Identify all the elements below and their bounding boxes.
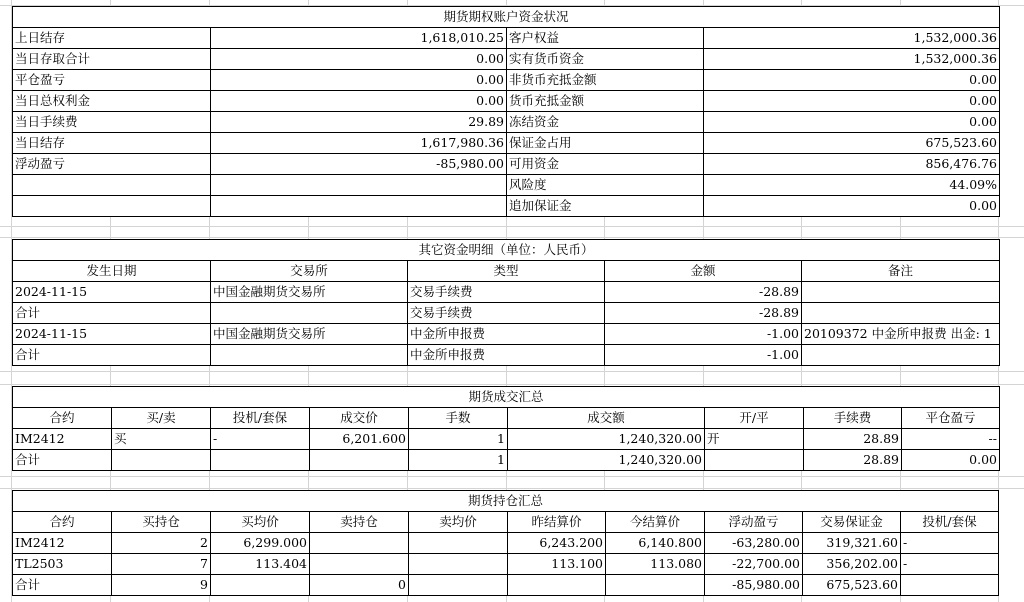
account-value	[211, 196, 507, 217]
trade-column-header: 买/卖	[112, 408, 211, 429]
account-value: 675,523.60	[704, 133, 1000, 154]
trade-cell: 1	[409, 429, 508, 450]
other-funds-column-header: 金额	[605, 261, 802, 282]
account-label: 上日结存	[13, 28, 211, 49]
position-cell	[310, 554, 409, 575]
position-cell: -	[901, 533, 999, 554]
trade-cell: 1,240,320.00	[508, 429, 705, 450]
other-funds-cell: -28.89	[605, 282, 802, 303]
account-label: 非货币充抵金额	[507, 70, 704, 91]
position-cell: -	[901, 554, 999, 575]
other-funds-cell: 中国金融期货交易所	[211, 282, 408, 303]
account-status-table	[12, 6, 1000, 217]
position-cell: -63,280.00	[705, 533, 803, 554]
position-cell	[409, 575, 508, 596]
account-label: 客户权益	[507, 28, 704, 49]
position-cell: IM2412	[13, 533, 112, 554]
trade-cell	[705, 450, 804, 471]
other-funds-cell: 2024-11-15	[13, 282, 211, 303]
other-funds-cell: 中金所申报费	[408, 324, 605, 345]
account-row	[13, 196, 1000, 217]
other-funds-cell: 2024-11-15	[13, 324, 211, 345]
trade-cell: 0.00	[902, 450, 1000, 471]
position-summary-title: 期货持仓汇总	[13, 491, 999, 512]
other-funds-header-row	[13, 261, 1000, 282]
position-cell	[606, 575, 705, 596]
position-summary-table	[12, 490, 999, 596]
position-cell: 6,299.000	[211, 533, 310, 554]
trade-cell: IM2412	[13, 429, 112, 450]
account-value: 0.00	[704, 70, 1000, 91]
other-funds-cell	[211, 345, 408, 366]
position-column-header: 卖均价	[409, 512, 508, 533]
trade-cell: --	[902, 429, 1000, 450]
trade-cell: 开	[705, 429, 804, 450]
account-value: 29.89	[211, 112, 507, 133]
trade-summary-title: 期货成交汇总	[13, 387, 1000, 408]
other-funds-column-header: 交易所	[211, 261, 408, 282]
position-cell: 113.404	[211, 554, 310, 575]
account-label: 当日手续费	[13, 112, 211, 133]
other-funds-row	[13, 345, 1000, 366]
other-funds-row	[13, 282, 1000, 303]
trade-column-header: 开/平	[705, 408, 804, 429]
trade-column-header: 手数	[409, 408, 508, 429]
trade-row	[13, 429, 1000, 450]
account-value: -85,980.00	[211, 154, 507, 175]
account-value: 1,618,010.25	[211, 28, 507, 49]
position-row	[13, 554, 999, 575]
account-label: 实有货币资金	[507, 49, 704, 70]
account-value: 44.09%	[704, 175, 1000, 196]
account-value: 0.00	[704, 91, 1000, 112]
trade-cell	[211, 450, 310, 471]
trade-cell: 合计	[13, 450, 112, 471]
position-column-header: 交易保证金	[803, 512, 901, 533]
other-funds-row	[13, 324, 1000, 345]
other-funds-cell	[802, 303, 1000, 324]
other-funds-row	[13, 303, 1000, 324]
other-funds-cell: 交易手续费	[408, 303, 605, 324]
position-cell: 113.100	[508, 554, 606, 575]
account-label: 货币充抵金额	[507, 91, 704, 112]
trade-cell: 6,201.600	[310, 429, 409, 450]
position-cell	[409, 554, 508, 575]
other-funds-cell: -1.00	[605, 324, 802, 345]
position-column-header: 卖持仓	[310, 512, 409, 533]
trade-header-row	[13, 408, 1000, 429]
account-label: 平仓盈亏	[13, 70, 211, 91]
account-row	[13, 154, 1000, 175]
account-row	[13, 112, 1000, 133]
position-row	[13, 533, 999, 554]
account-label: 当日总权利金	[13, 91, 211, 112]
other-funds-cell: 合计	[13, 303, 211, 324]
position-cell: 319,321.60	[803, 533, 901, 554]
position-cell: 9	[112, 575, 211, 596]
account-row	[13, 49, 1000, 70]
trade-cell	[310, 450, 409, 471]
position-cell	[901, 575, 999, 596]
position-cell: 113.080	[606, 554, 705, 575]
account-row	[13, 175, 1000, 196]
position-cell	[409, 533, 508, 554]
trade-column-header: 成交额	[508, 408, 705, 429]
account-value: 0.00	[211, 49, 507, 70]
account-label: 冻结资金	[507, 112, 704, 133]
other-funds-cell: 20109372 中金所申报费 出金: 1	[802, 324, 1000, 345]
other-funds-cell: 中金所申报费	[408, 345, 605, 366]
position-cell: TL2503	[13, 554, 112, 575]
other-funds-column-header: 发生日期	[13, 261, 211, 282]
other-funds-cell	[211, 303, 408, 324]
trade-column-header: 投机/套保	[211, 408, 310, 429]
account-label: 风险度	[507, 175, 704, 196]
position-column-header: 投机/套保	[901, 512, 999, 533]
account-status-title: 期货期权账户资金状况	[13, 7, 1000, 28]
other-funds-column-header: 备注	[802, 261, 1000, 282]
trade-summary-table	[12, 386, 1000, 471]
position-cell: 6,243.200	[508, 533, 606, 554]
account-value: 0.00	[211, 70, 507, 91]
position-cell: 356,202.00	[803, 554, 901, 575]
account-row	[13, 133, 1000, 154]
account-label: 保证金占用	[507, 133, 704, 154]
other-funds-table	[12, 239, 1000, 366]
account-value	[211, 175, 507, 196]
trade-column-header: 合约	[13, 408, 112, 429]
position-cell: -85,980.00	[705, 575, 803, 596]
position-column-header: 合约	[13, 512, 112, 533]
account-label: 可用资金	[507, 154, 704, 175]
position-row	[13, 575, 999, 596]
account-label: 当日结存	[13, 133, 211, 154]
account-label: 浮动盈亏	[13, 154, 211, 175]
other-funds-cell	[802, 345, 1000, 366]
trade-cell: 28.89	[804, 429, 902, 450]
position-column-header: 买持仓	[112, 512, 211, 533]
trade-column-header: 平仓盈亏	[902, 408, 1000, 429]
account-value: 1,532,000.36	[704, 28, 1000, 49]
other-funds-cell: 交易手续费	[408, 282, 605, 303]
position-cell: 0	[310, 575, 409, 596]
account-label	[13, 196, 211, 217]
account-label	[13, 175, 211, 196]
position-column-header: 买均价	[211, 512, 310, 533]
trade-row	[13, 450, 1000, 471]
position-column-header: 浮动盈亏	[705, 512, 803, 533]
account-value: 856,476.76	[704, 154, 1000, 175]
account-label: 当日存取合计	[13, 49, 211, 70]
account-row	[13, 70, 1000, 91]
position-column-header: 昨结算价	[508, 512, 606, 533]
account-row	[13, 28, 1000, 49]
trade-cell: 1	[409, 450, 508, 471]
trade-cell: 买	[112, 429, 211, 450]
position-cell: 675,523.60	[803, 575, 901, 596]
account-row	[13, 91, 1000, 112]
position-column-header: 今结算价	[606, 512, 705, 533]
trade-cell	[112, 450, 211, 471]
account-value: 1,617,980.36	[211, 133, 507, 154]
other-funds-cell: 中国金融期货交易所	[211, 324, 408, 345]
other-funds-column-header: 类型	[408, 261, 605, 282]
position-cell: 7	[112, 554, 211, 575]
position-cell	[211, 575, 310, 596]
trade-cell: 1,240,320.00	[508, 450, 705, 471]
account-value: 0.00	[704, 196, 1000, 217]
account-value: 1,532,000.36	[704, 49, 1000, 70]
position-header-row	[13, 512, 999, 533]
trade-column-header: 成交价	[310, 408, 409, 429]
position-cell: 6,140.800	[606, 533, 705, 554]
trade-cell: 28.89	[804, 450, 902, 471]
other-funds-title: 其它资金明细（单位：人民币）	[13, 240, 1000, 261]
other-funds-cell	[802, 282, 1000, 303]
other-funds-cell: 合计	[13, 345, 211, 366]
position-cell	[310, 533, 409, 554]
other-funds-cell: -28.89	[605, 303, 802, 324]
account-label: 追加保证金	[507, 196, 704, 217]
position-cell	[508, 575, 606, 596]
position-cell: 2	[112, 533, 211, 554]
position-cell: -22,700.00	[705, 554, 803, 575]
other-funds-cell: -1.00	[605, 345, 802, 366]
account-value: 0.00	[704, 112, 1000, 133]
trade-cell: -	[211, 429, 310, 450]
trade-column-header: 手续费	[804, 408, 902, 429]
account-value: 0.00	[211, 91, 507, 112]
position-cell: 合计	[13, 575, 112, 596]
